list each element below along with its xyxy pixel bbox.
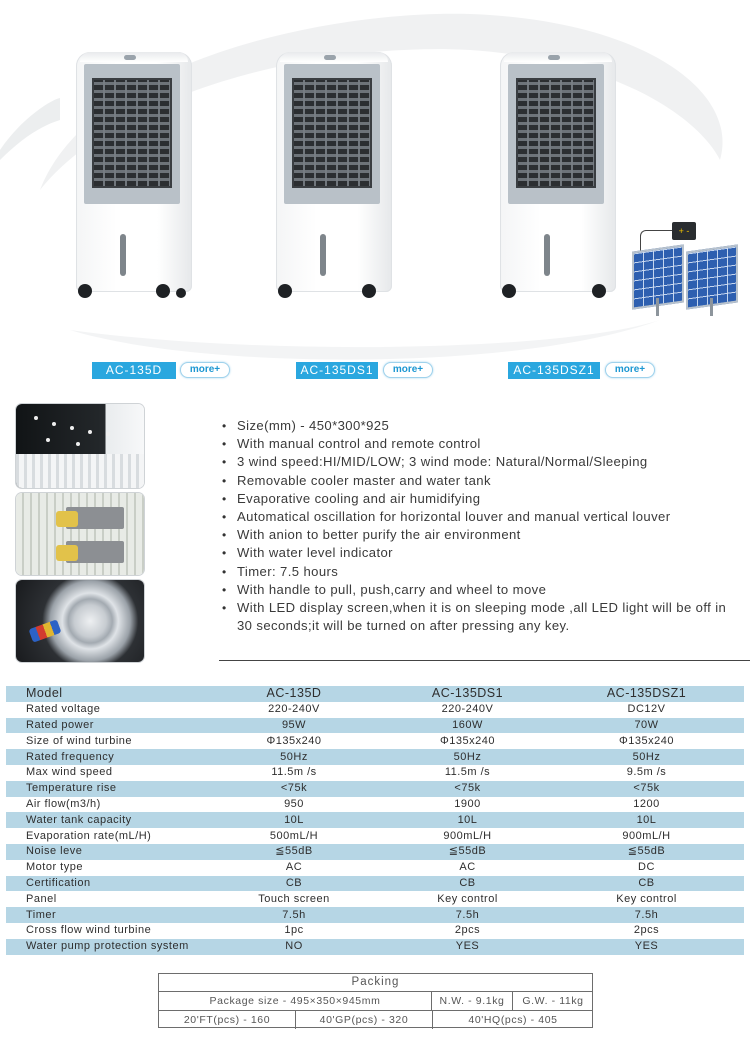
solar-panel-image xyxy=(630,218,742,318)
feature-item: • With water level indicator xyxy=(222,544,742,562)
spec-label: Rated power xyxy=(6,718,202,734)
spec-value: CB xyxy=(202,876,386,892)
feature-item: • Size(mm) - 450*300*925 xyxy=(222,417,742,435)
spec-row xyxy=(6,939,744,955)
spec-value: 160W xyxy=(386,718,549,734)
container-20ft: 20'FT(pcs) - 160 xyxy=(183,1014,271,1026)
feature-item: • Timer: 7.5 hours xyxy=(222,563,742,581)
spec-value: <75k xyxy=(549,781,744,797)
spec-value: 900mL/H xyxy=(386,828,549,844)
motor-detail-image xyxy=(16,580,144,662)
spec-label: Air flow(m3/h) xyxy=(6,797,202,813)
spec-label: Rated voltage xyxy=(6,702,202,718)
spec-value: 11.5m /s xyxy=(386,765,549,781)
cooler-ac-135ds1-image xyxy=(276,52,392,297)
cooler-ac-135d-image xyxy=(76,52,192,297)
spec-value: AC xyxy=(202,860,386,876)
spec-row xyxy=(6,797,744,813)
spec-value: 900mL/H xyxy=(549,828,744,844)
spec-header-cell: Model xyxy=(6,686,202,702)
spec-label: Cross flow wind turbine xyxy=(6,923,202,939)
spec-value: Key control xyxy=(549,891,744,907)
spec-value: 50Hz xyxy=(549,749,744,765)
spec-value: 10L xyxy=(386,812,549,828)
feature-item: • With manual control and remote control xyxy=(222,435,742,453)
louver-motor-detail-image xyxy=(16,493,144,575)
spec-row xyxy=(6,812,744,828)
spec-value: DC xyxy=(549,860,744,876)
spec-value: 1900 xyxy=(386,797,549,813)
spec-row xyxy=(6,891,744,907)
spec-value: DC12V xyxy=(549,702,744,718)
battery-icon: + - xyxy=(672,222,696,240)
packing-table xyxy=(158,973,593,1028)
spec-value: 70W xyxy=(549,718,744,734)
spec-value: 11.5m /s xyxy=(202,765,386,781)
spec-value: 500mL/H xyxy=(202,828,386,844)
spec-value: ≦55dB xyxy=(549,844,744,860)
spec-label: Water pump protection system xyxy=(6,939,202,955)
spec-row xyxy=(6,765,744,781)
feature-item: • With LED display screen,when it is on sleeping mode ,all LED light will be off in 30 seconds;it will be turned on after pressing any key. xyxy=(222,599,742,635)
spec-value: CB xyxy=(549,876,744,892)
spec-value: 7.5h xyxy=(386,907,549,923)
spec-label: Timer xyxy=(6,907,202,923)
spec-row xyxy=(6,718,744,734)
spec-label: Motor type xyxy=(6,860,202,876)
spec-value: Φ135x240 xyxy=(202,733,386,749)
spec-value: 2pcs xyxy=(549,923,744,939)
spec-header-cell: AC-135D xyxy=(202,686,386,702)
section-divider xyxy=(219,660,750,661)
spec-value: 7.5h xyxy=(202,907,386,923)
spec-label: Temperature rise xyxy=(6,781,202,797)
feature-item: • With handle to pull, push,carry and wheel to move xyxy=(222,581,742,599)
spec-row xyxy=(6,907,744,923)
package-size: Package size - 495×350×945mm xyxy=(209,995,381,1007)
spec-header-row xyxy=(6,686,744,702)
cooler-ac-135dsz1-image xyxy=(500,52,616,297)
spec-row xyxy=(6,828,744,844)
spec-row xyxy=(6,781,744,797)
spec-value: Touch screen xyxy=(202,891,386,907)
spec-label: Evaporation rate(mL/H) xyxy=(6,828,202,844)
spec-value: 95W xyxy=(202,718,386,734)
container-40gp: 40'GP(pcs) - 320 xyxy=(319,1014,409,1026)
spec-row xyxy=(6,876,744,892)
spec-label: Size of wind turbine xyxy=(6,733,202,749)
spec-value: Key control xyxy=(386,891,549,907)
spec-row xyxy=(6,749,744,765)
spec-row xyxy=(6,844,744,860)
product-hero xyxy=(0,0,750,392)
feature-item: • With anion to better purify the air environment xyxy=(222,526,742,544)
spec-value: 950 xyxy=(202,797,386,813)
spec-value: 1pc xyxy=(202,923,386,939)
spec-table xyxy=(6,686,744,955)
spec-value: ≦55dB xyxy=(386,844,549,860)
feature-item: • Evaporative cooling and air humidifying xyxy=(222,490,742,508)
more-link-ac-135ds1[interactable]: more+ xyxy=(383,362,433,378)
spec-value: YES xyxy=(549,939,744,955)
spec-value: CB xyxy=(386,876,549,892)
spec-value: AC xyxy=(386,860,549,876)
spec-label: Noise leve xyxy=(6,844,202,860)
feature-list xyxy=(222,417,742,635)
spec-value: 7.5h xyxy=(549,907,744,923)
spec-value: 1200 xyxy=(549,797,744,813)
feature-item: • Removable cooler master and water tank xyxy=(222,472,742,490)
spec-value: Φ135x240 xyxy=(549,733,744,749)
spec-row xyxy=(6,923,744,939)
more-link-ac-135dsz1[interactable]: more+ xyxy=(605,362,655,378)
more-link-ac-135d[interactable]: more+ xyxy=(180,362,230,378)
spec-value: <75k xyxy=(202,781,386,797)
feature-item: • 3 wind speed:HI/MID/LOW; 3 wind mode: Natural/Normal/Sleeping xyxy=(222,453,742,471)
spec-value: 2pcs xyxy=(386,923,549,939)
spec-label: Water tank capacity xyxy=(6,812,202,828)
spec-label: Max wind speed xyxy=(6,765,202,781)
packing-title: Packing xyxy=(351,976,400,988)
model-tag-ac-135d: AC-135D xyxy=(92,362,176,379)
spec-value: YES xyxy=(386,939,549,955)
spec-header-cell: AC-135DSZ1 xyxy=(549,686,744,702)
spec-value: 9.5m /s xyxy=(549,765,744,781)
feature-item: • Automatical oscillation for horizontal louver and manual vertical louver xyxy=(222,508,742,526)
spec-row xyxy=(6,860,744,876)
spec-value: 50Hz xyxy=(386,749,549,765)
spec-row xyxy=(6,733,744,749)
spec-value: 50Hz xyxy=(202,749,386,765)
spec-value: <75k xyxy=(386,781,549,797)
spec-value: ≦55dB xyxy=(202,844,386,860)
gross-weight: G.W. - 11kg xyxy=(522,995,584,1007)
spec-row xyxy=(6,702,744,718)
spec-value: 220-240V xyxy=(202,702,386,718)
spec-label: Rated frequency xyxy=(6,749,202,765)
spec-value: Φ135x240 xyxy=(386,733,549,749)
spec-value: NO xyxy=(202,939,386,955)
model-tag-ac-135dsz1: AC-135DSZ1 xyxy=(508,362,600,379)
spec-value: 10L xyxy=(202,812,386,828)
container-40hq: 40'HQ(pcs) - 405 xyxy=(468,1014,558,1026)
spec-label: Certification xyxy=(6,876,202,892)
model-tag-ac-135ds1: AC-135DS1 xyxy=(296,362,378,379)
spec-value: 220-240V xyxy=(386,702,549,718)
net-weight: N.W. - 9.1kg xyxy=(439,995,505,1007)
spec-header-cell: AC-135DS1 xyxy=(386,686,549,702)
spec-label: Panel xyxy=(6,891,202,907)
spec-value: 10L xyxy=(549,812,744,828)
control-panel-detail-image xyxy=(16,404,144,488)
